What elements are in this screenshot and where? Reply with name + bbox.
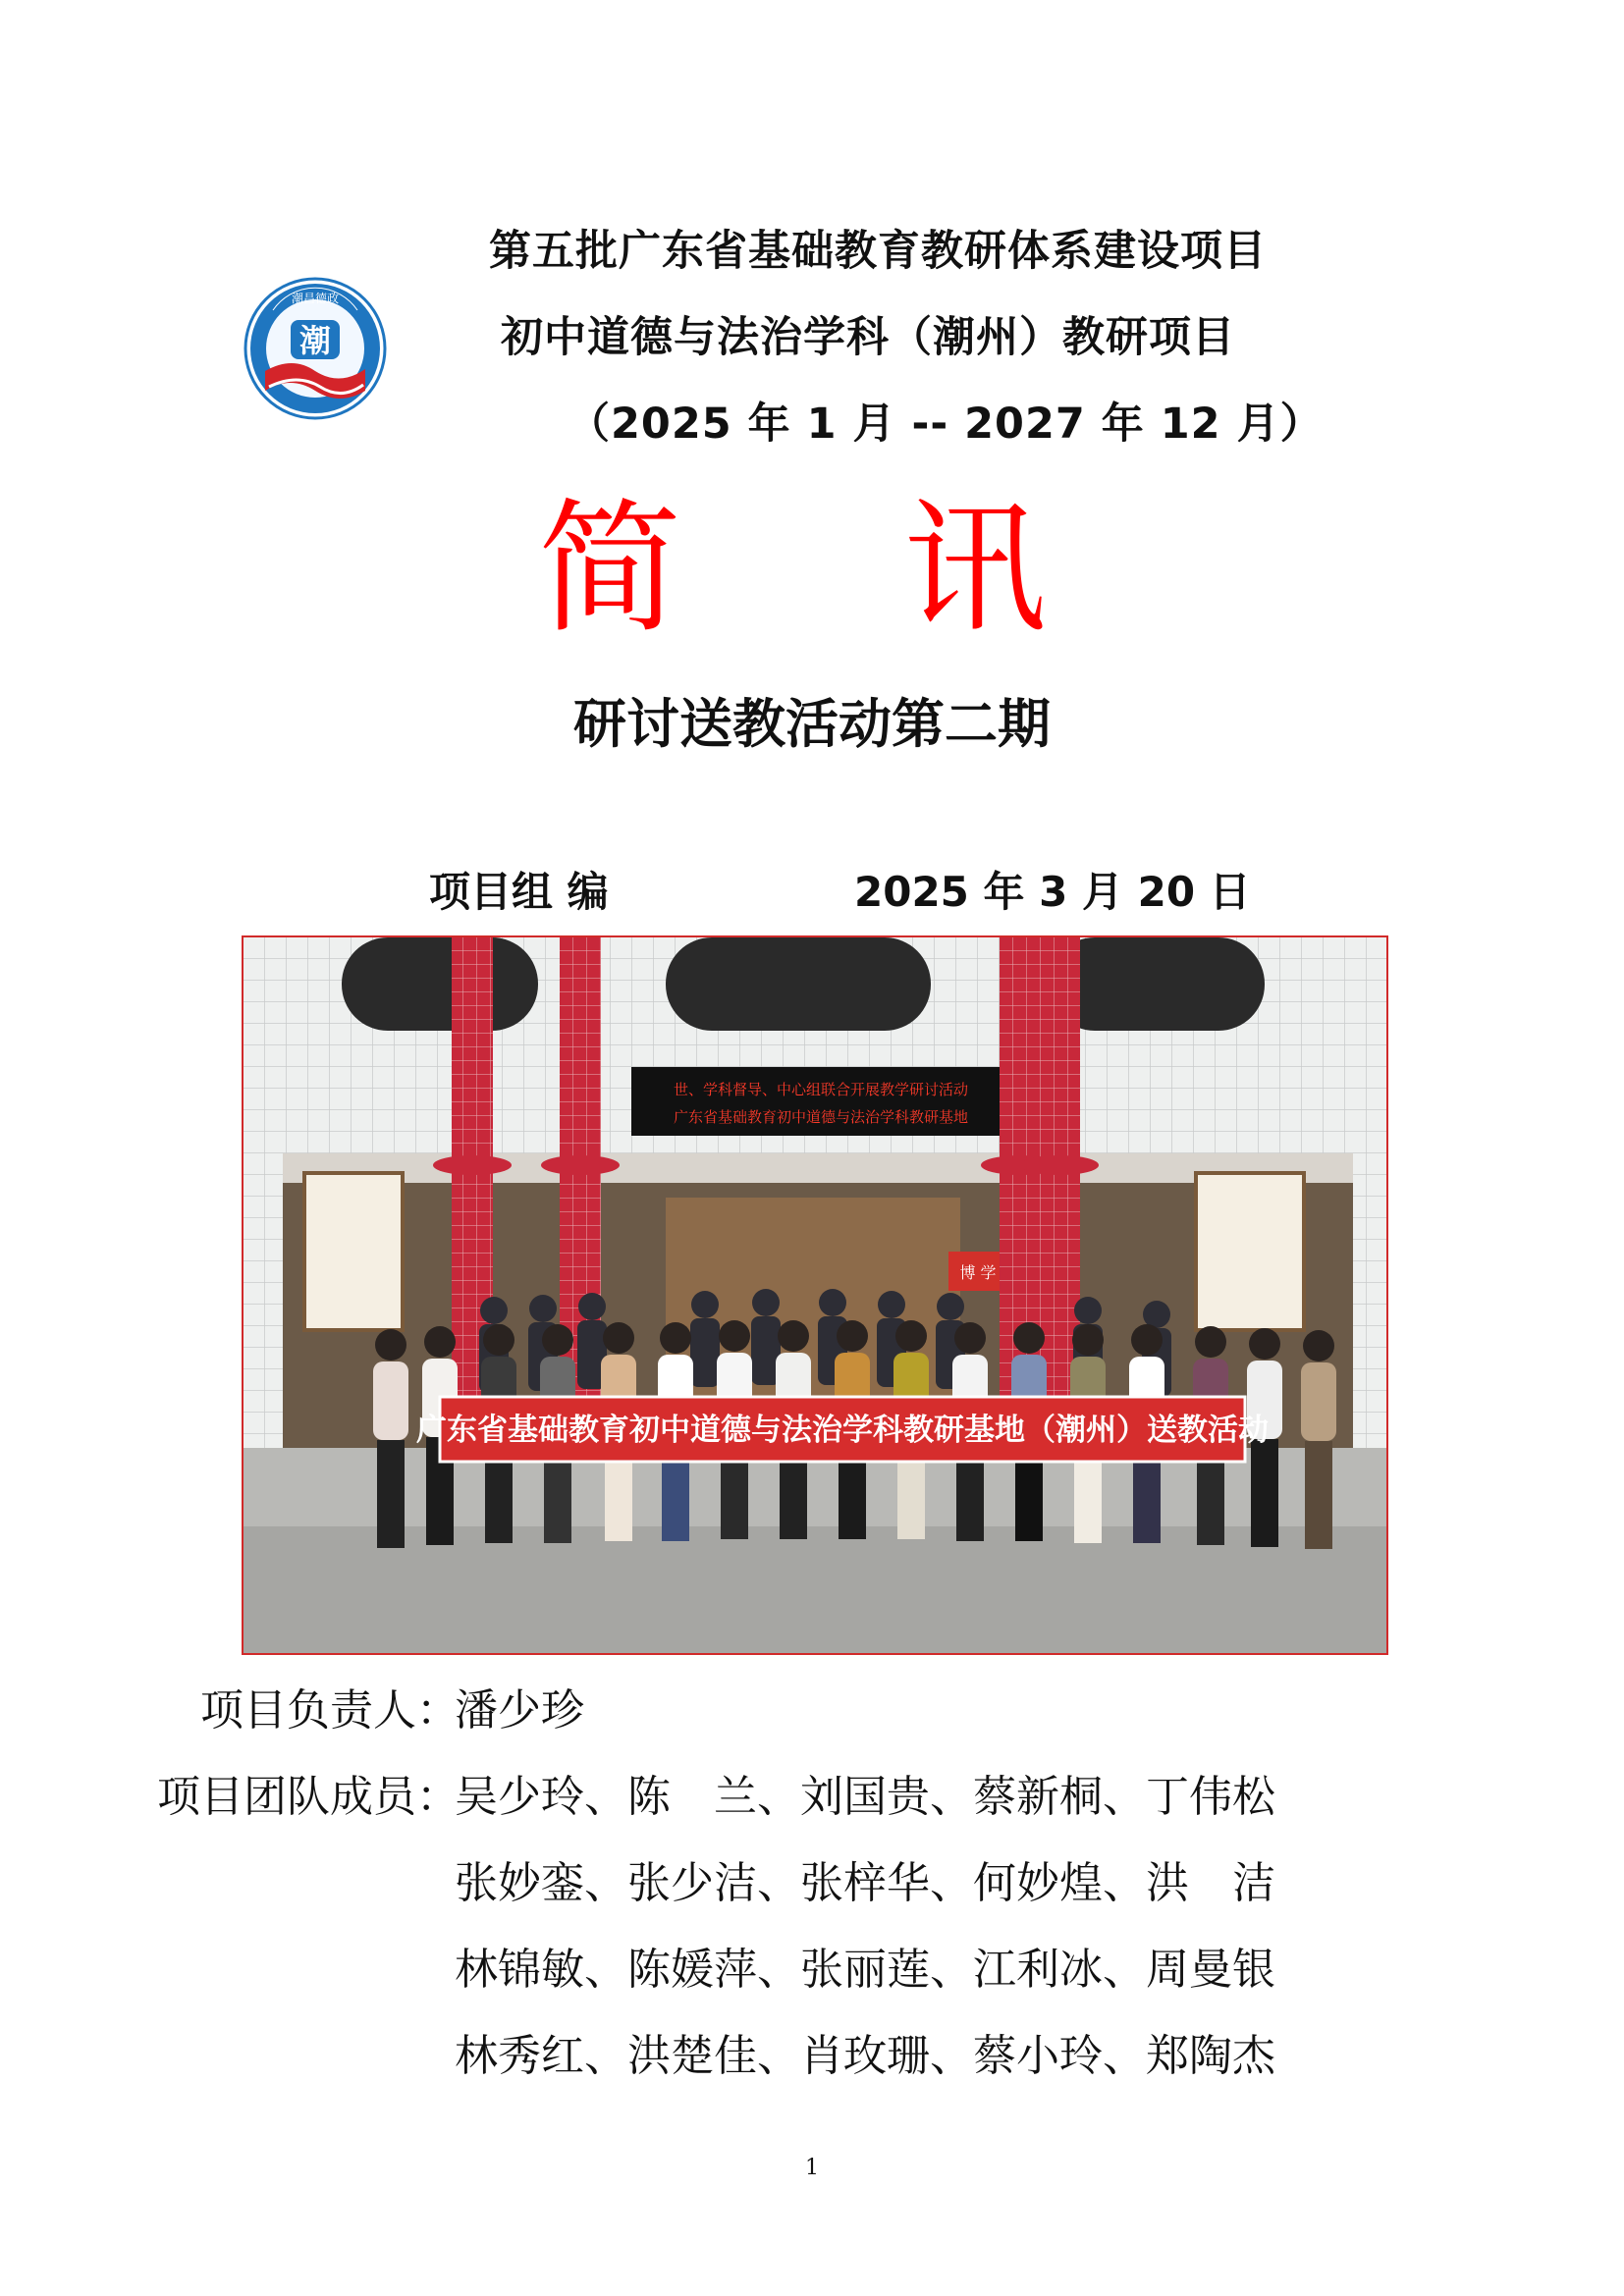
member-line: 张妙銮、张少洁、张梓华、何妙煌、洪 洁	[455, 1858, 1275, 1908]
page-number: 1	[805, 2156, 819, 2180]
led-line-2: 广东省基础教育初中道德与法治学科教研基地	[673, 1108, 969, 1126]
editor-line: 项目组 编	[429, 868, 609, 916]
leader-name: 潘少珍	[455, 1685, 584, 1735]
group-photo	[242, 935, 1388, 1655]
leader-label: 项目负责人：	[200, 1685, 460, 1735]
header-line-2: 初中道德与法治学科（潮州）教研项目	[501, 313, 1235, 362]
member-line: 林秀红、洪楚佳、肖玫珊、蔡小玲、郑陶杰	[455, 2031, 1275, 2081]
header-line-1: 第五批广东省基础教育教研体系建设项目	[489, 227, 1267, 276]
header-line-3: （2025 年 1 月 -- 2027 年 12 月）	[568, 400, 1324, 449]
newsletter-title: 简 讯	[538, 486, 1086, 653]
led-line-1: 世、学科督导、中心组联合开展教学研讨活动	[673, 1081, 969, 1098]
logo-arc-text: 潮昌德政	[291, 292, 340, 305]
issue-date: 2025 年 3 月 20 日	[854, 868, 1251, 916]
logo-text: 潮	[298, 322, 332, 359]
members-label: 项目团队成员：	[157, 1772, 460, 1822]
member-line: 林锦敏、陈媛萍、张丽莲、江利冰、周曼银	[455, 1945, 1275, 1995]
group-photo-illustration	[244, 937, 1386, 1653]
plaque-text: 博 学	[959, 1263, 997, 1282]
project-logo	[244, 277, 387, 420]
member-line: 吴少玲、陈 兰、刘国贵、蔡新桐、丁伟松	[455, 1772, 1275, 1822]
newsletter-subtitle: 研讨送教活动第二期	[573, 693, 1051, 755]
banner-text: 广东省基础教育初中道德与法治学科教研基地（潮州）送教活动	[416, 1413, 1269, 1448]
